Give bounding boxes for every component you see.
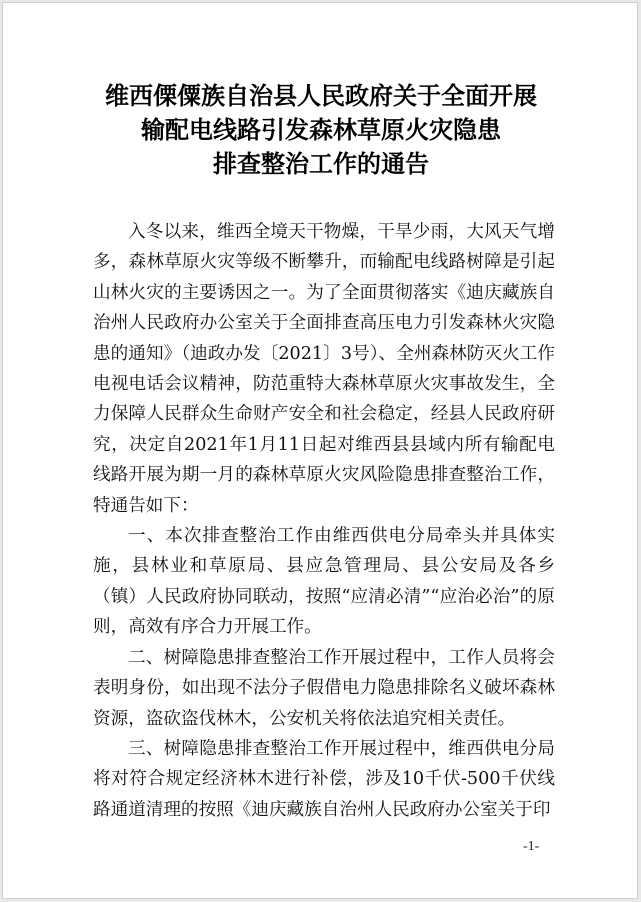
document-body [93, 217, 555, 825]
paragraph-item-3: 三、树障隐患排查整治工作开展过程中，维西供电分局将对符合规定经济林木进行补偿，涉及10千伏-500千伏线路通道清理的按照《迪庆藏族自治州人民政府办公室关于印 [93, 738, 555, 820]
paragraph-item-2: 二、树障隐患排查整治工作开展过程中，工作人员将会表明身份，如出现不法分子假借电力隐患排除名义破坏森林资源，盗砍盗伐林木，公安机关将依法追究相关责任。 [93, 647, 555, 729]
title-line-1: 维西傈僳族自治县人民政府关于全面开展 [105, 81, 537, 110]
paragraph-intro: 入冬以来，维西全境天干物燥，干旱少雨，大风天气增多，森林草原火灾等级不断攀升，而输配电线路树障是引起山林火灾的主要诱因之一。为了全面贯彻落实《迪庆藏族自治州人民政府办公室关于全面排查高压电力引发森林火灾隐患的通知》（迪政办发〔2021〕3号）、全州森林防灭火工作电视电话会议精神，防范重特大森林草原火灾事故发生，全力保障人民群众生命财产安全和社会稳定，经县人民政府研究，决定自2021年1月11日起对维西县县域内所有输配电线路开展为期一月的森林草原火灾风险隐患排查整治工作，特通告如下： [93, 222, 555, 516]
title-line-3: 排查整治工作的通告 [213, 149, 429, 178]
title-line-2: 输配电线路引发森林草原火灾隐患 [141, 115, 501, 144]
paragraph-item-1: 一、本次排查整治工作由维西供电分局牵头并具体实施，县林业和草原局、县应急管理局、县公安局及各乡（镇）人民政府协同联动，按照“应清必清”“应治必治”的原则，高效有序合力开展工作。 [93, 526, 555, 638]
document-title [3, 79, 639, 181]
page-number: -1- [523, 839, 540, 854]
document-page [2, 2, 638, 899]
